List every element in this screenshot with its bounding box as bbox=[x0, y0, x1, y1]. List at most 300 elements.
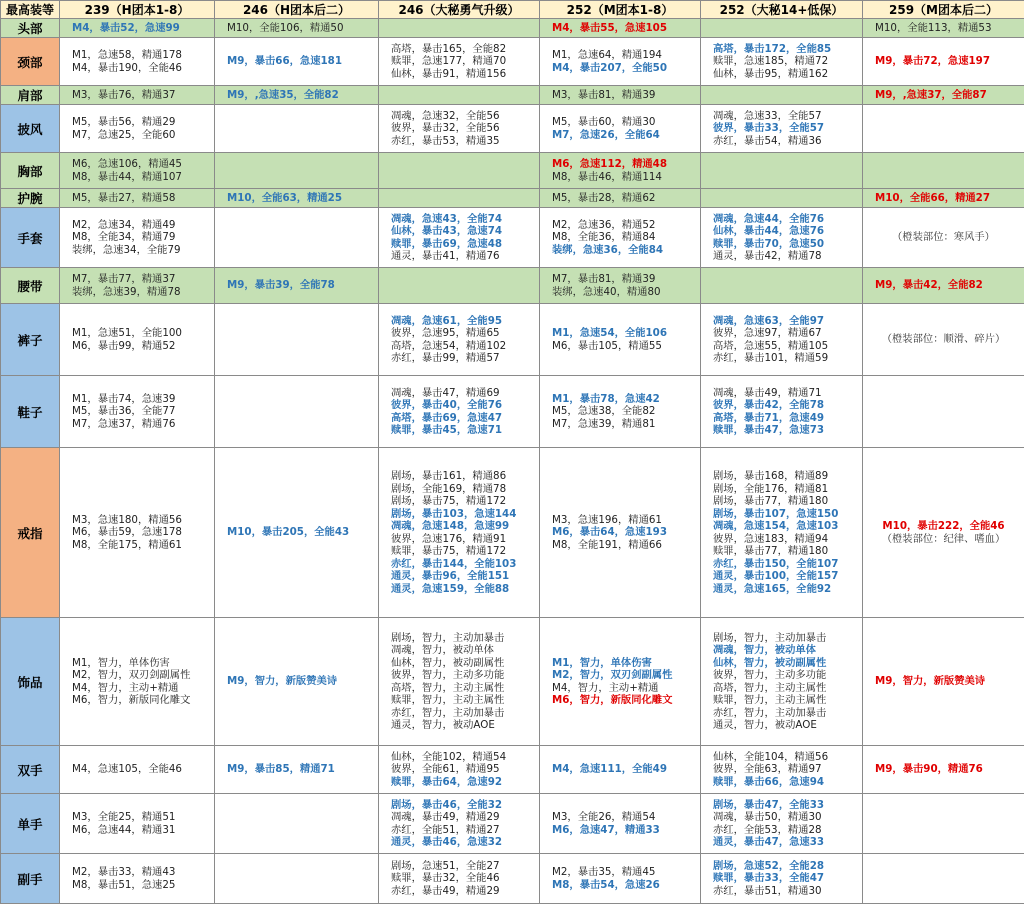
stat-line: 通灵，暴击47，急速33 bbox=[713, 836, 862, 849]
stat-line: 剧场，智力，主动加暴击 bbox=[713, 632, 862, 645]
stat-line: 赤红，暴击150，全能107 bbox=[713, 558, 862, 571]
stat-cell bbox=[701, 794, 863, 854]
stat-line: 赤红，暴击49，精通29 bbox=[391, 885, 539, 898]
stat-cell bbox=[379, 448, 540, 618]
stat-cell bbox=[863, 38, 1024, 86]
table-row bbox=[1, 618, 1024, 746]
stat-cell bbox=[863, 746, 1024, 794]
stat-cell bbox=[60, 153, 215, 189]
stat-line: 通灵，暴击96，全能151 bbox=[391, 570, 539, 583]
stat-line: M8，全能36，精通84 bbox=[552, 231, 700, 244]
stat-line: M7，暴击77，精通37 bbox=[72, 273, 214, 286]
column-header: 252（大秘14+低保） bbox=[701, 1, 863, 19]
stat-line: M2，急速34，精通49 bbox=[72, 219, 214, 232]
stat-line: M6，急速106，精通45 bbox=[72, 158, 214, 171]
stat-line: M9，暴击66，急速181 bbox=[227, 55, 378, 68]
stat-cell bbox=[215, 268, 379, 304]
slot-label: 戒指 bbox=[1, 448, 60, 618]
stat-cell bbox=[540, 189, 701, 208]
table-row bbox=[1, 105, 1024, 153]
stat-line: M3，暴击76，精通37 bbox=[72, 89, 214, 102]
stat-cell bbox=[863, 376, 1024, 448]
stat-cell bbox=[379, 153, 540, 189]
stat-line: 凋魂，急速44，全能76 bbox=[713, 213, 862, 226]
stat-cell bbox=[215, 854, 379, 904]
stat-line: 彼界，急速97，精通67 bbox=[713, 327, 862, 340]
stat-line: （橙装部位：纪律、嗜血） bbox=[863, 533, 1024, 546]
stat-line: 彼界，暴击42，全能78 bbox=[713, 399, 862, 412]
stat-line: 通灵，暴击46，急速32 bbox=[391, 836, 539, 849]
stat-line: 彼界，暴击33，全能57 bbox=[713, 122, 862, 135]
stat-line: 剧场，暴击107，急速150 bbox=[713, 508, 862, 521]
stat-line: M10，全能106，精通50 bbox=[227, 22, 378, 35]
stat-cell bbox=[701, 38, 863, 86]
stat-line: M9，,急速35，全能82 bbox=[227, 89, 378, 102]
stat-cell bbox=[60, 794, 215, 854]
stat-line: 仙林，暴击91，精通156 bbox=[391, 68, 539, 81]
stat-line: 装绑，急速36，全能84 bbox=[552, 244, 700, 257]
stat-line: M5，急速38，全能82 bbox=[552, 405, 700, 418]
stat-cell bbox=[60, 19, 215, 38]
stat-cell bbox=[701, 304, 863, 376]
stat-line: 彼界，全能61，精通95 bbox=[391, 763, 539, 776]
stat-line: M2，智力，双刃剑副属性 bbox=[72, 669, 214, 682]
stat-line: 仙林，智力，被动副属性 bbox=[713, 657, 862, 670]
stat-line: M3，急速196，精通61 bbox=[552, 514, 700, 527]
stat-line: 通灵，暴击42，精通78 bbox=[713, 250, 862, 263]
stat-cell bbox=[863, 618, 1024, 746]
stat-line: 凋魂，暴击49，精通71 bbox=[713, 387, 862, 400]
stat-line: 赤红，暴击101，精通59 bbox=[713, 352, 862, 365]
stat-line: M8，全能175，精通61 bbox=[72, 539, 214, 552]
stat-cell bbox=[60, 208, 215, 268]
stat-line: 高塔，暴击71，急速49 bbox=[713, 412, 862, 425]
stat-line: M9，暴击90，精通76 bbox=[875, 763, 1024, 776]
stat-line: 彼界，智力，主动多功能 bbox=[713, 669, 862, 682]
stat-line: M7，急速39，精通81 bbox=[552, 418, 700, 431]
stat-line: 剧场，急速51，全能27 bbox=[391, 860, 539, 873]
slot-label: 鞋子 bbox=[1, 376, 60, 448]
stat-cell bbox=[215, 794, 379, 854]
table-row bbox=[1, 794, 1024, 854]
stat-cell bbox=[540, 448, 701, 618]
stat-line: 凋魂，急速63，全能97 bbox=[713, 315, 862, 328]
stat-line: 赤红，全能51，精通27 bbox=[391, 824, 539, 837]
stat-line: （橙装部位：顺滑、碎片） bbox=[863, 333, 1024, 346]
stat-line: 高塔，智力，主动主属性 bbox=[713, 682, 862, 695]
stat-cell bbox=[540, 618, 701, 746]
column-header: 246（H团本后二） bbox=[215, 1, 379, 19]
stat-cell bbox=[379, 618, 540, 746]
stat-line: 剧场，暴击46，全能32 bbox=[391, 799, 539, 812]
stat-line: 凋魂，暴击47，精通69 bbox=[391, 387, 539, 400]
stat-line: M8，暴击54，急速26 bbox=[552, 879, 700, 892]
stat-cell bbox=[701, 86, 863, 105]
stat-line: 彼界，智力，主动多功能 bbox=[391, 669, 539, 682]
stat-cell bbox=[863, 86, 1024, 105]
stat-cell bbox=[701, 854, 863, 904]
slot-label: 裤子 bbox=[1, 304, 60, 376]
stat-line: M10，全能66，精通27 bbox=[875, 192, 1024, 205]
stat-line: 赤红，暴击99，精通57 bbox=[391, 352, 539, 365]
stat-line: 赎罪，暴击75，精通172 bbox=[391, 545, 539, 558]
stat-cell bbox=[215, 376, 379, 448]
stat-line: M5，暴击28，精通62 bbox=[552, 192, 700, 205]
stat-cell bbox=[60, 854, 215, 904]
stat-line: M8，暴击51，急速25 bbox=[72, 879, 214, 892]
table-row bbox=[1, 746, 1024, 794]
slot-label: 披风 bbox=[1, 105, 60, 153]
stat-line: 赎罪，智力，主动主属性 bbox=[713, 694, 862, 707]
table-row bbox=[1, 153, 1024, 189]
stat-line: 通灵，智力，被动AOE bbox=[391, 719, 539, 732]
stat-line: 凋魂，急速33，全能57 bbox=[713, 110, 862, 123]
stat-line: M1，暴击78，急速42 bbox=[552, 393, 700, 406]
stat-line: M4，智力，主动+精通 bbox=[72, 682, 214, 695]
stat-line: 彼界，暴击40，全能76 bbox=[391, 399, 539, 412]
stat-line: 凋魂，智力，被动单体 bbox=[713, 644, 862, 657]
stat-cell bbox=[60, 268, 215, 304]
stat-cell bbox=[215, 105, 379, 153]
stat-cell bbox=[379, 854, 540, 904]
stat-line: M10，全能63，精通25 bbox=[227, 192, 378, 205]
stat-line: 凋魂，急速148，急速99 bbox=[391, 520, 539, 533]
stat-line: M1，智力，单体伤害 bbox=[552, 657, 700, 670]
slot-label: 副手 bbox=[1, 854, 60, 904]
stat-line: 仙林，智力，被动副属性 bbox=[391, 657, 539, 670]
stat-line: M8，全能34，精通79 bbox=[72, 231, 214, 244]
stat-cell bbox=[215, 448, 379, 618]
table-row bbox=[1, 189, 1024, 208]
stat-cell bbox=[863, 304, 1024, 376]
table-body bbox=[1, 19, 1024, 904]
stat-line: 赎罪，暴击47，急速73 bbox=[713, 424, 862, 437]
slot-label: 护腕 bbox=[1, 189, 60, 208]
stat-line: 剧场，全能169，精通78 bbox=[391, 483, 539, 496]
stat-cell bbox=[379, 746, 540, 794]
header-row bbox=[1, 1, 1024, 19]
stat-line: 通灵，智力，被动AOE bbox=[713, 719, 862, 732]
slot-label: 头部 bbox=[1, 19, 60, 38]
stat-line: 凋魂，急速154，急速103 bbox=[713, 520, 862, 533]
stat-cell bbox=[215, 618, 379, 746]
stat-cell bbox=[379, 86, 540, 105]
slot-label: 双手 bbox=[1, 746, 60, 794]
column-header: 最高装等 bbox=[1, 1, 60, 19]
stat-cell bbox=[701, 376, 863, 448]
stat-line: 高塔，暴击165，全能82 bbox=[391, 43, 539, 56]
stat-cell bbox=[863, 208, 1024, 268]
stat-line: 赎罪，急速177，精通70 bbox=[391, 55, 539, 68]
stat-line: 赎罪，暴击64，急速92 bbox=[391, 776, 539, 789]
stat-cell bbox=[540, 38, 701, 86]
stat-line: 凋魂，急速43，全能74 bbox=[391, 213, 539, 226]
stat-line: M10，暴击222，全能46 bbox=[863, 520, 1024, 533]
table-row bbox=[1, 38, 1024, 86]
stat-line: 赤红，暴击53，精通35 bbox=[391, 135, 539, 148]
stat-cell bbox=[863, 268, 1024, 304]
stat-cell bbox=[701, 448, 863, 618]
stat-cell bbox=[863, 19, 1024, 38]
table-row bbox=[1, 208, 1024, 268]
stat-line: 彼界，急速183，精通94 bbox=[713, 533, 862, 546]
stat-line: M6，智力，新版同化雕文 bbox=[72, 694, 214, 707]
stat-line: 通灵，急速165，全能92 bbox=[713, 583, 862, 596]
stat-line: M7，急速26，全能64 bbox=[552, 129, 700, 142]
table-row bbox=[1, 376, 1024, 448]
slot-label: 腰带 bbox=[1, 268, 60, 304]
stat-line: 剧场，急速52，全能28 bbox=[713, 860, 862, 873]
stat-line: M2，暴击35，精通45 bbox=[552, 866, 700, 879]
stat-line: M5，暴击36，全能77 bbox=[72, 405, 214, 418]
stat-line: M9，暴击85，精通71 bbox=[227, 763, 378, 776]
stat-line: 仙林，暴击44，急速76 bbox=[713, 225, 862, 238]
column-header: 239（H团本1-8） bbox=[60, 1, 215, 19]
stat-line: 仙林，暴击95，精通162 bbox=[713, 68, 862, 81]
stat-line: M2，急速36，精通52 bbox=[552, 219, 700, 232]
stat-cell bbox=[863, 854, 1024, 904]
stat-cell bbox=[215, 19, 379, 38]
stat-line: 凋魂，急速32，全能56 bbox=[391, 110, 539, 123]
stat-line: 高塔，急速54，精通102 bbox=[391, 340, 539, 353]
stat-line: M7，暴击81，精通39 bbox=[552, 273, 700, 286]
stat-line: M9，暴击72，急速197 bbox=[875, 55, 1024, 68]
stat-line: 赎罪，暴击32，全能46 bbox=[391, 872, 539, 885]
table-row bbox=[1, 448, 1024, 618]
stat-cell bbox=[379, 794, 540, 854]
stat-cell bbox=[701, 268, 863, 304]
stat-line: 剧场，智力，主动加暴击 bbox=[391, 632, 539, 645]
stat-cell bbox=[60, 618, 215, 746]
stat-line: M4，急速105，全能46 bbox=[72, 763, 214, 776]
stat-line: 赎罪，智力，主动主属性 bbox=[391, 694, 539, 707]
stat-line: M3，全能25，精通51 bbox=[72, 811, 214, 824]
stat-cell bbox=[863, 189, 1024, 208]
stat-line: 通灵，急速159，全能88 bbox=[391, 583, 539, 596]
stat-cell bbox=[379, 304, 540, 376]
stat-line: 装绑，急速39，精通78 bbox=[72, 286, 214, 299]
stat-cell bbox=[215, 746, 379, 794]
stat-line: M6，暴击99，精通52 bbox=[72, 340, 214, 353]
stat-cell bbox=[215, 304, 379, 376]
stat-line: 彼界，全能63，精通97 bbox=[713, 763, 862, 776]
table-row bbox=[1, 854, 1024, 904]
stat-line: 高塔，暴击69，急速47 bbox=[391, 412, 539, 425]
stat-line: 高塔，智力，主动主属性 bbox=[391, 682, 539, 695]
stat-line: 剧场，暴击168，精通89 bbox=[713, 470, 862, 483]
stat-line: M2，智力，双刃剑副属性 bbox=[552, 669, 700, 682]
stat-line: M10，全能113，精通53 bbox=[875, 22, 1024, 35]
stat-line: M6，急速112，精通48 bbox=[552, 158, 700, 171]
column-header: 252（M团本1-8） bbox=[540, 1, 701, 19]
stat-line: M3，暴击81，精通39 bbox=[552, 89, 700, 102]
stat-cell bbox=[863, 448, 1024, 618]
stat-cell bbox=[379, 38, 540, 86]
stat-line: M9，暴击42，全能82 bbox=[875, 279, 1024, 292]
stat-cell bbox=[540, 105, 701, 153]
stat-cell bbox=[215, 38, 379, 86]
table-row bbox=[1, 86, 1024, 105]
stat-cell bbox=[540, 794, 701, 854]
stat-line: M7，急速25，全能60 bbox=[72, 129, 214, 142]
stat-line: M4，暴击207，全能50 bbox=[552, 62, 700, 75]
stat-line: 赤红，智力，主动加暴击 bbox=[713, 707, 862, 720]
stat-line: 凋魂，智力，被动单体 bbox=[391, 644, 539, 657]
stat-line: 凋魂，急速61，全能95 bbox=[391, 315, 539, 328]
stat-cell bbox=[540, 746, 701, 794]
stat-line: 赤红，暴击144，全能103 bbox=[391, 558, 539, 571]
stat-line: 赎罪，暴击69，急速48 bbox=[391, 238, 539, 251]
stat-cell bbox=[60, 304, 215, 376]
stat-line: M9，,急速37，全能87 bbox=[875, 89, 1024, 102]
slot-label: 胸部 bbox=[1, 153, 60, 189]
stat-line: M1，暴击74，急速39 bbox=[72, 393, 214, 406]
stat-line: M6，急速47，精通33 bbox=[552, 824, 700, 837]
stat-cell bbox=[701, 746, 863, 794]
stat-cell bbox=[379, 19, 540, 38]
stat-line: 仙林，全能104，精通56 bbox=[713, 751, 862, 764]
stat-line: 赎罪，暴击45，急速71 bbox=[391, 424, 539, 437]
stat-line: M6，暴击105，精通55 bbox=[552, 340, 700, 353]
stat-cell bbox=[60, 105, 215, 153]
stat-cell bbox=[540, 86, 701, 105]
stat-line: M9，智力，新版赞美诗 bbox=[875, 675, 1024, 688]
stat-line: 仙林，全能102，精通54 bbox=[391, 751, 539, 764]
stat-cell bbox=[540, 304, 701, 376]
stat-line: 剧场，暴击75，精通172 bbox=[391, 495, 539, 508]
stat-line: 仙林，暴击43，急速74 bbox=[391, 225, 539, 238]
stat-line: M10，暴击205，全能43 bbox=[227, 526, 378, 539]
slot-label: 肩部 bbox=[1, 86, 60, 105]
stat-cell bbox=[379, 189, 540, 208]
slot-label: 饰品 bbox=[1, 618, 60, 746]
stat-line: M1，急速64，精通194 bbox=[552, 49, 700, 62]
stat-line: M1，急速58，精通178 bbox=[72, 49, 214, 62]
stat-cell bbox=[60, 38, 215, 86]
stat-line: 赎罪，暴击66，急速94 bbox=[713, 776, 862, 789]
stat-line: M4，暴击55，急速105 bbox=[552, 22, 700, 35]
stat-cell bbox=[215, 208, 379, 268]
slot-label: 手套 bbox=[1, 208, 60, 268]
stat-line: 剧场，暴击161，精通86 bbox=[391, 470, 539, 483]
stat-cell bbox=[701, 618, 863, 746]
stat-cell bbox=[60, 86, 215, 105]
stat-line: 赤红，全能53，精通28 bbox=[713, 824, 862, 837]
stat-line: 高塔，急速55，精通105 bbox=[713, 340, 862, 353]
stat-line: 凋魂，暴击49，精通29 bbox=[391, 811, 539, 824]
stat-line: 通灵，暴击41，精通76 bbox=[391, 250, 539, 263]
stat-line: M1，智力，单体伤害 bbox=[72, 657, 214, 670]
stat-line: 剧场，暴击47，全能33 bbox=[713, 799, 862, 812]
stat-line: 赤红，智力，主动加暴击 bbox=[391, 707, 539, 720]
stat-line: 彼界，急速176，精通91 bbox=[391, 533, 539, 546]
stat-line: M8，暴击46，精通114 bbox=[552, 171, 700, 184]
stat-cell bbox=[379, 376, 540, 448]
stat-line: M8，全能191，精通66 bbox=[552, 539, 700, 552]
stat-cell bbox=[863, 794, 1024, 854]
stat-line: M4，急速111，全能49 bbox=[552, 763, 700, 776]
stat-cell bbox=[701, 189, 863, 208]
stat-line: 彼界，急速95，精通65 bbox=[391, 327, 539, 340]
stat-line: M1，急速51，全能100 bbox=[72, 327, 214, 340]
stat-line: 赎罪，急速185，精通72 bbox=[713, 55, 862, 68]
stat-cell bbox=[379, 268, 540, 304]
stat-cell bbox=[540, 854, 701, 904]
stat-line: M4，暴击190，全能46 bbox=[72, 62, 214, 75]
stat-line: 装绑，急速40，精通80 bbox=[552, 286, 700, 299]
stat-line: M9，暴击39，全能78 bbox=[227, 279, 378, 292]
stat-line: 剧场，暴击103，急速144 bbox=[391, 508, 539, 521]
column-header: 259（M团本后二） bbox=[863, 1, 1024, 19]
stat-line: M6，暴击59，急速178 bbox=[72, 526, 214, 539]
stat-line: 赎罪，暴击77，精通180 bbox=[713, 545, 862, 558]
stat-line: （橙装部位：寒风手） bbox=[863, 231, 1024, 244]
stat-cell bbox=[701, 105, 863, 153]
stat-line: M5，暴击60，精通30 bbox=[552, 116, 700, 129]
stat-line: 剧场，暴击77，精通180 bbox=[713, 495, 862, 508]
stat-line: 装绑，急速34，全能79 bbox=[72, 244, 214, 257]
stat-cell bbox=[863, 153, 1024, 189]
stat-cell bbox=[215, 189, 379, 208]
stat-line: 赤红，暴击51，精通30 bbox=[713, 885, 862, 898]
stat-cell bbox=[60, 746, 215, 794]
table-row bbox=[1, 19, 1024, 38]
stat-line: M4，暴击52，急速99 bbox=[72, 22, 214, 35]
stat-cell bbox=[540, 208, 701, 268]
stat-cell bbox=[701, 19, 863, 38]
stat-line: 高塔，暴击172，全能85 bbox=[713, 43, 862, 56]
stat-line: M6，暴击64，急速193 bbox=[552, 526, 700, 539]
stat-cell bbox=[540, 153, 701, 189]
stat-cell bbox=[215, 86, 379, 105]
stat-line: M5，暴击56，精通29 bbox=[72, 116, 214, 129]
stat-cell bbox=[540, 268, 701, 304]
stat-line: M3，急速180，精通56 bbox=[72, 514, 214, 527]
stat-cell bbox=[60, 189, 215, 208]
stat-cell bbox=[60, 448, 215, 618]
stat-cell bbox=[540, 19, 701, 38]
stat-line: 赤红，暴击54，精通36 bbox=[713, 135, 862, 148]
stat-line: 赎罪，暴击33，全能47 bbox=[713, 872, 862, 885]
stat-cell bbox=[540, 376, 701, 448]
table-row bbox=[1, 304, 1024, 376]
stat-line: M3，全能26，精通54 bbox=[552, 811, 700, 824]
stat-line: M5，暴击27，精通58 bbox=[72, 192, 214, 205]
stat-line: M2，暴击33，精通43 bbox=[72, 866, 214, 879]
slot-label: 单手 bbox=[1, 794, 60, 854]
stat-cell bbox=[701, 153, 863, 189]
stat-cell bbox=[215, 153, 379, 189]
stat-line: M8，暴击44，精通107 bbox=[72, 171, 214, 184]
stat-line: 剧场，全能176，精通81 bbox=[713, 483, 862, 496]
stat-line: 赎罪，暴击70，急速50 bbox=[713, 238, 862, 251]
column-header: 246（大秘勇气升级） bbox=[379, 1, 540, 19]
stat-line: M4，智力，主动+精通 bbox=[552, 682, 700, 695]
stat-line: M9，智力，新版赞美诗 bbox=[227, 675, 378, 688]
table-row bbox=[1, 268, 1024, 304]
stat-cell bbox=[379, 208, 540, 268]
stat-cell bbox=[701, 208, 863, 268]
stat-line: M1，急速54，全能106 bbox=[552, 327, 700, 340]
stat-line: M6，急速44，精通31 bbox=[72, 824, 214, 837]
stat-line: 凋魂，暴击50，精通30 bbox=[713, 811, 862, 824]
stat-line: M6，智力，新版同化雕文 bbox=[552, 694, 700, 707]
stat-cell bbox=[60, 376, 215, 448]
slot-label: 颈部 bbox=[1, 38, 60, 86]
stat-line: 通灵，暴击100，全能157 bbox=[713, 570, 862, 583]
stat-line: M7，急速37，精通76 bbox=[72, 418, 214, 431]
stat-cell bbox=[379, 105, 540, 153]
